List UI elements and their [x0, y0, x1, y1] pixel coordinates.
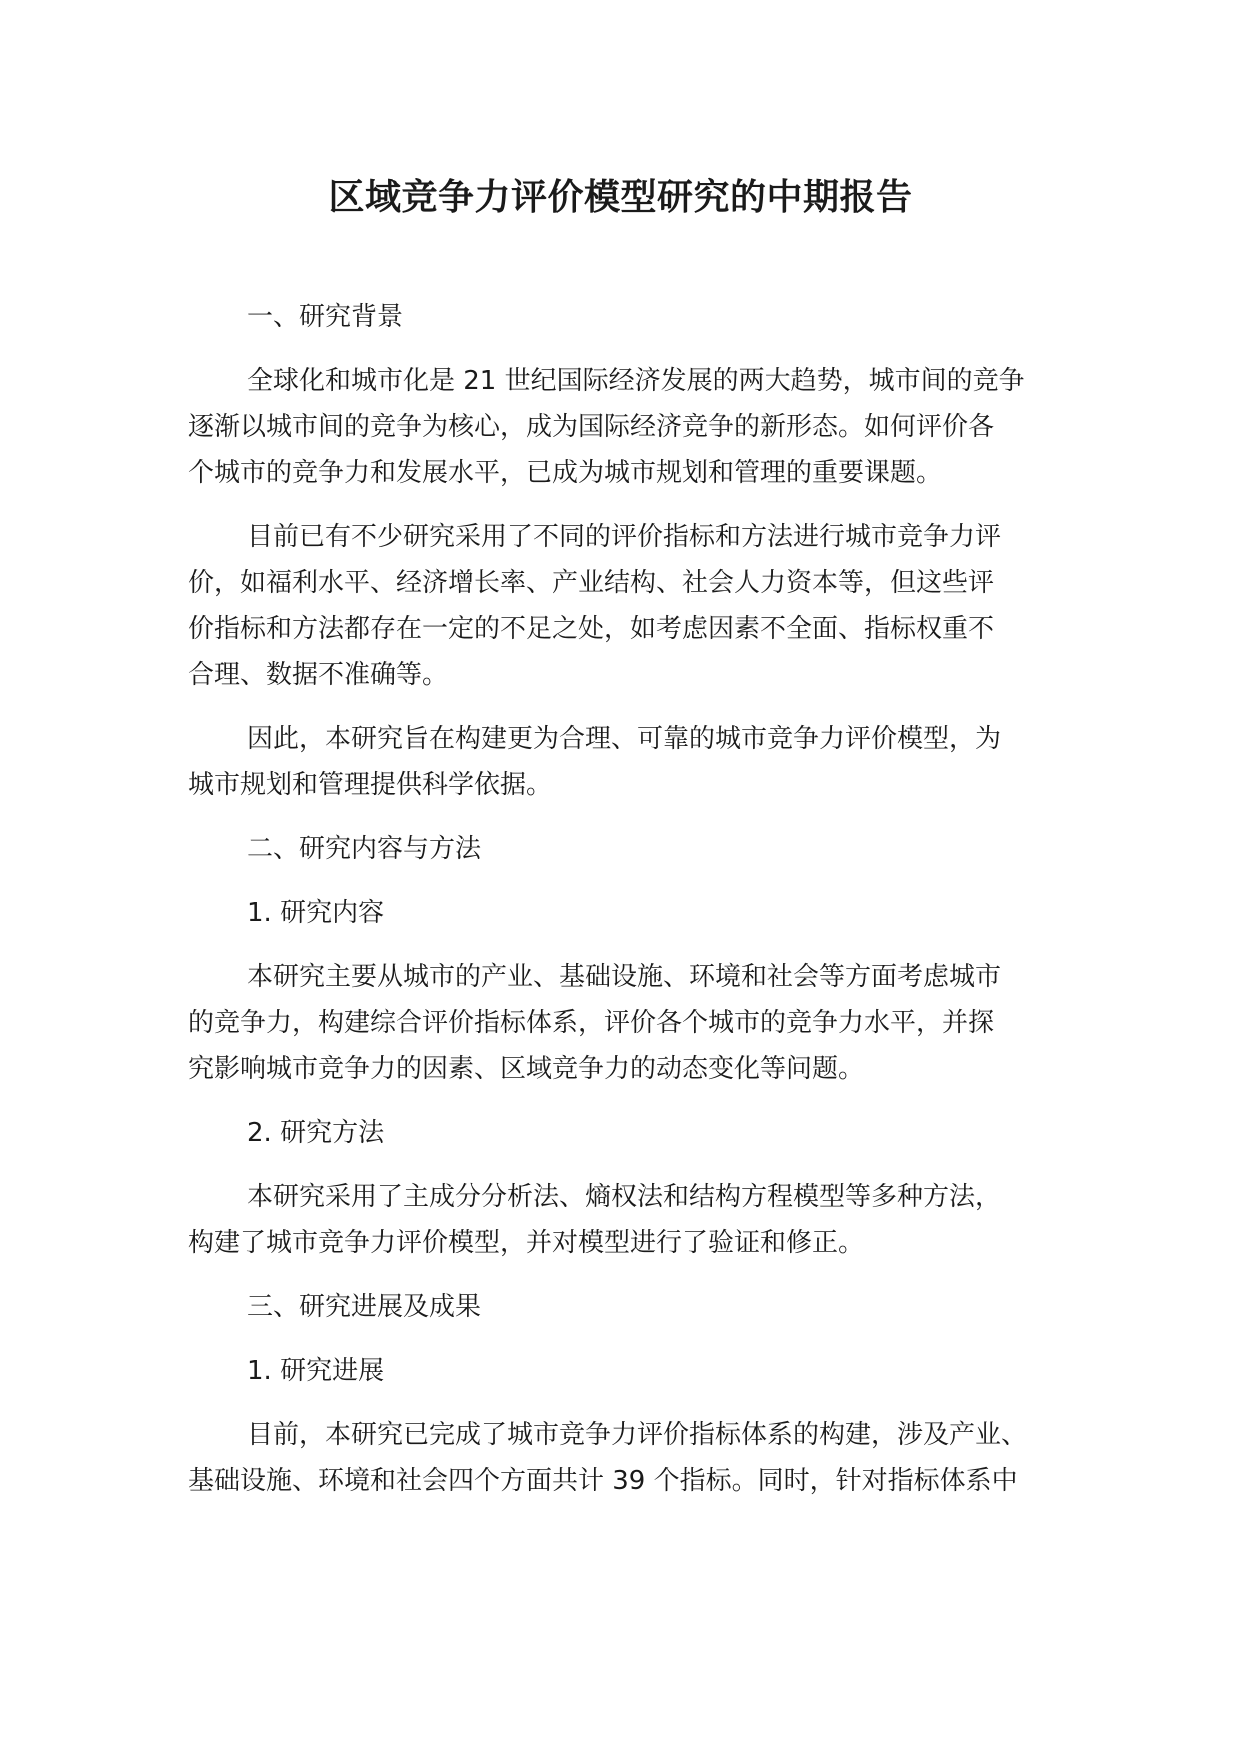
section-heading-content-method: 二、研究内容与方法 [247, 834, 482, 864]
paragraph-line: 目前已有不少研究采用了不同的评价指标和方法进行城市竞争力评 [247, 522, 1002, 552]
paragraph-line: 价指标和方法都存在一定的不足之处，如考虑因素不全面、指标权重不 [188, 614, 995, 644]
section-heading-progress: 三、研究进展及成果 [247, 1292, 482, 1322]
paragraph-line: 个城市的竞争力和发展水平，已成为城市规划和管理的重要课题。 [188, 458, 943, 488]
paragraph-line: 目前，本研究已完成了城市竞争力评价指标体系的构建，涉及产业、 [247, 1420, 1028, 1450]
paragraph-line: 的竞争力，构建综合评价指标体系，评价各个城市的竞争力水平，并探 [188, 1008, 995, 1038]
subsection-heading-progress: 1. 研究进展 [247, 1356, 385, 1386]
document-title: 区域竞争力评价模型研究的中期报告 [328, 177, 913, 218]
paragraph-line: 城市规划和管理提供科学依据。 [188, 770, 553, 800]
paragraph-line: 本研究采用了主成分分析法、熵权法和结构方程模型等多种方法， [247, 1182, 1002, 1212]
paragraph-line: 究影响城市竞争力的因素、区域竞争力的动态变化等问题。 [188, 1054, 865, 1084]
subsection-heading-method: 2. 研究方法 [247, 1118, 385, 1148]
paragraph-line: 合理、数据不准确等。 [188, 660, 449, 690]
paragraph-line: 全球化和城市化是 21 世纪国际经济发展的两大趋势，城市间的竞争 [247, 366, 1025, 396]
paragraph-line: 价，如福利水平、经济增长率、产业结构、社会人力资本等，但这些评 [188, 568, 995, 598]
paragraph-line: 构建了城市竞争力评价模型，并对模型进行了验证和修正。 [188, 1228, 865, 1258]
paragraph-line: 因此，本研究旨在构建更为合理、可靠的城市竞争力评价模型，为 [247, 724, 1002, 754]
paragraph-line: 逐渐以城市间的竞争为核心，成为国际经济竞争的新形态。如何评价各 [188, 412, 995, 442]
subsection-heading-content: 1. 研究内容 [247, 898, 385, 928]
section-heading-background: 一、研究背景 [247, 302, 404, 332]
paragraph-line: 基础设施、环境和社会四个方面共计 39 个指标。同时，针对指标体系中 [188, 1466, 1018, 1496]
paragraph-line: 本研究主要从城市的产业、基础设施、环境和社会等方面考虑城市 [247, 962, 1002, 992]
